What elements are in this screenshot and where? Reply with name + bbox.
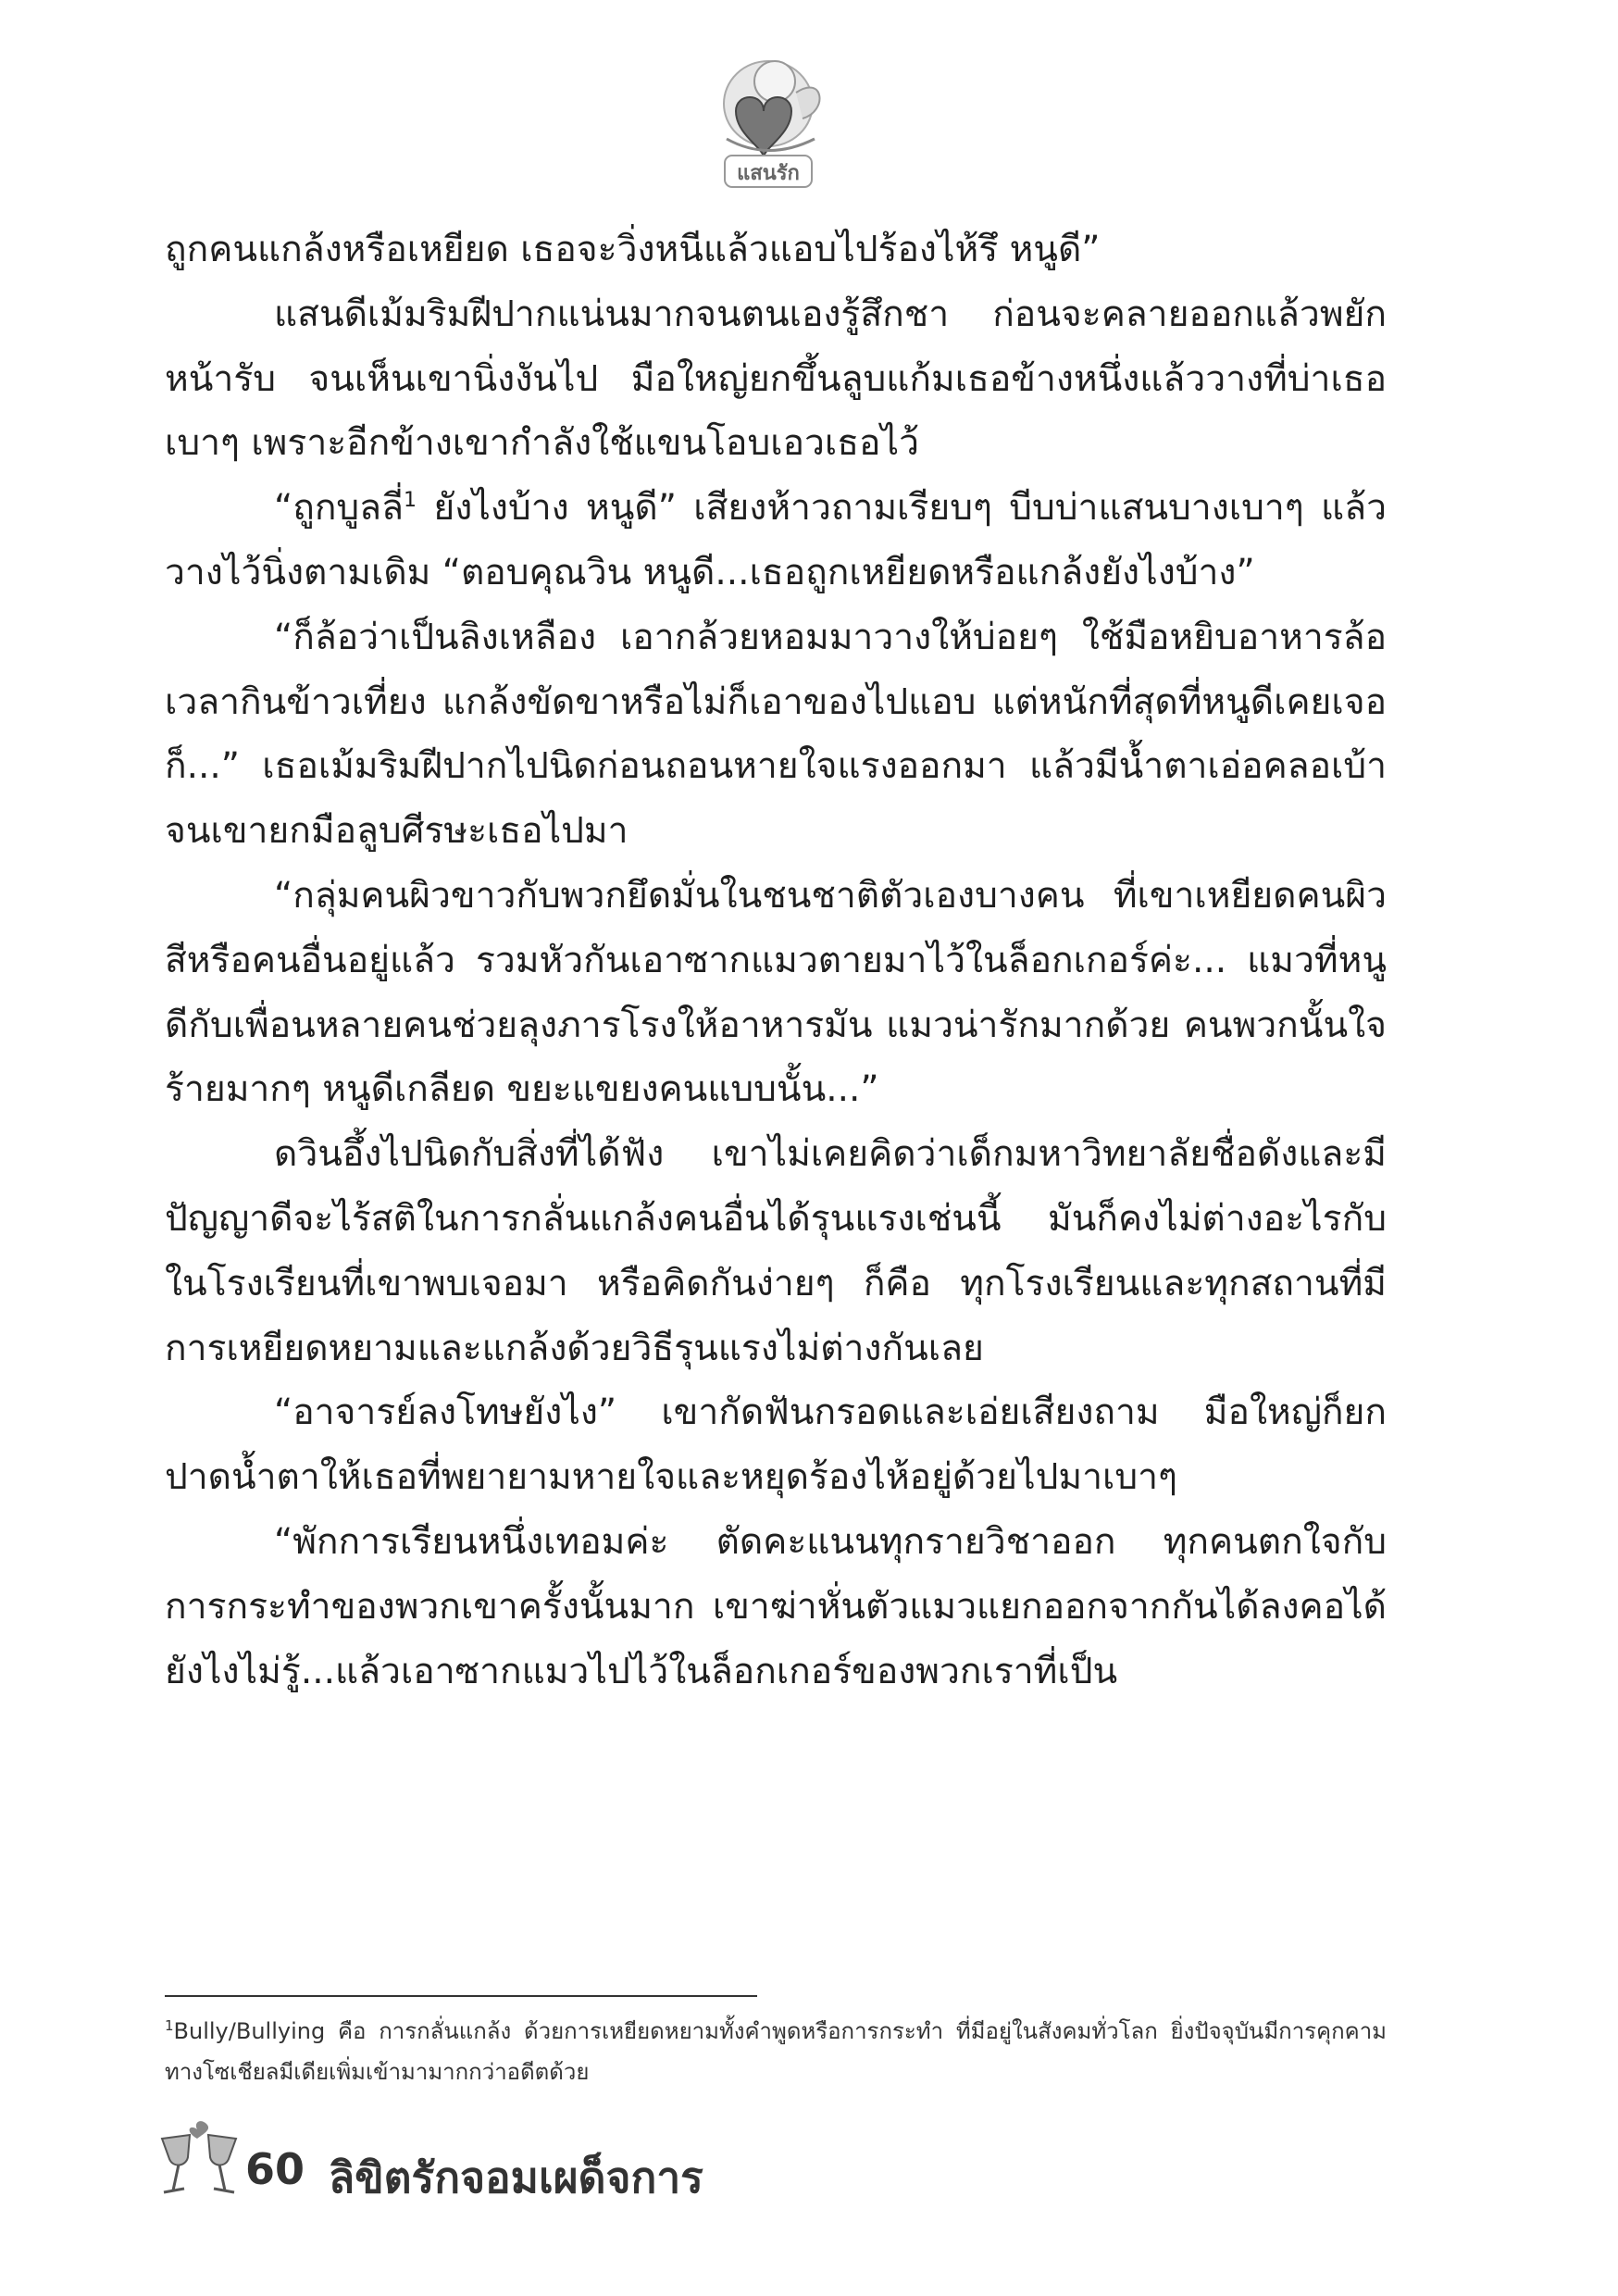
svg-text:แสนรัก: แสนรัก	[737, 162, 800, 185]
wine-glasses-icon	[153, 2118, 245, 2202]
bully-quote: “ถูกบูลลี่	[274, 487, 404, 530]
paragraph-6: ดวินอึ้งไปนิดกับสิ่งที่ได้ฟัง เขาไม่เคยคิดว่าเด็กมหาวิทยาลัยชื่อดังและมีปัญญาดีจะไร้สติในการกลั่นแกล้งคนอื่นได้รุนแรงเช่นนี้ มันก็คงไม่ต่างอะไรกับในโรงเรียนที่เขาพบเจอมา หรือคิดกันง่ายๆ ก็คือ ทุกโรงเรียนและทุกสถานที่มีการเหยียดหยามและแกล้งด้วยวิธีรุนแรงไม่ต่างกันเลย	[165, 1133, 1387, 1369]
paragraph-7: “อาจารย์ลงโทษยังไง” เขากัดฟันกรอดและเอ่ยเสียงถาม มือใหญ่ก็ยกปาดน้ำตาให้เธอที่พยายามหายใจและหยุดร้องไห้อยู่ด้วยไปมาเบาๆ	[165, 1391, 1387, 1499]
footnote-divider	[165, 1995, 757, 1997]
cupid-heart-icon	[699, 46, 838, 194]
body-text	[165, 218, 1387, 1703]
paragraph-3-text: ยังไงบ้าง หนูดี” เสียงห้าวถามเรียบๆ บีบบ่าแสนบางเบาๆ แล้ววางไว้นิ่งตามเดิม “ตอบคุณวิน หนูดี...เธอถูกเหยียดหรือแกล้งยังไงบ้าง”	[165, 487, 1387, 593]
footnote-number: 1	[165, 2017, 174, 2034]
paragraph-1: ถูกคนแกล้งหรือเหยียด เธอจะวิ่งหนีแล้วแอบไปร้องไห้รึ หนูดี”	[165, 229, 1101, 270]
publisher-logo	[699, 46, 838, 194]
book-title: ลิขิตรักจอมเผด็จการ	[329, 2152, 703, 2202]
paragraph-2: แสนดีเม้มริมฝีปากแน่นมากจนตนเองรู้สึกชา ก่อนจะคลายออกแล้วพยักหน้ารับ จนเห็นเขานิ่งงันไป มือใหญ่ยกขึ้นลูบแก้มเธอข้างหนึ่งแล้ววางที่บ่าเธอเบาๆ เพราะอีกข้างเขากำลังใช้แขนโอบเอวเธอไว้	[165, 293, 1387, 465]
paragraph-5: “กลุ่มคนผิวขาวกับพวกยึดมั่นในชนชาติตัวเองบางคน ที่เขาเหยียดคนผิวสีหรือคนอื่นอยู่แล้ว รวมหัวกันเอาซากแมวตายมาไว้ในล็อกเกอร์ค่ะ... แมวที่หนูดีกับเพื่อนหลายคนช่วยลุงภารโรงให้อาหารมัน แมวน่ารักมากด้วย คนพวกนั้นใจร้ายมากๆ หนูดีเกลียด ขยะแขยงคนแบบนั้น...”	[165, 874, 1387, 1111]
footnote-marker: 1	[404, 489, 417, 513]
paragraph-4: “ก็ล้อว่าเป็นลิงเหลือง เอากล้วยหอมมาวางให้บ่อยๆ ใช้มือหยิบอาหารล้อเวลากินข้าวเที่ยง แกล้งขัดขาหรือไม่ก็เอาของไปแอบ แต่หนักที่สุดที่หนูดีเคยเจอก็...” เธอเม้มริมฝีปากไปนิดก่อนถอนหายใจแรงออกมา แล้วมีน้ำตาเอ่อคลอเบ้าจนเขายกมือลูบศีรษะเธอไปมา	[165, 616, 1387, 853]
footnote-text: Bully/Bullying คือ การกลั่นแกล้ง ด้วยการเหยียดหยามทั้งคำพูดหรือการกระทำ ที่มีอยู่ในสังคมทั่วโลก ยิ่งปัจจุบันมีการคุกคามทางโซเชียลมีเดียเพิ่มเข้ามามากกว่าอดีตด้วย	[165, 2018, 1387, 2085]
footnote	[165, 2011, 1387, 2092]
paragraph-3	[165, 476, 1387, 605]
paragraph-8: “พักการเรียนหนึ่งเทอมค่ะ ตัดคะแนนทุกรายวิชาออก ทุกคนตกใจกับการกระทำของพวกเขาครั้งนั้นมาก เขาฆ่าหั่นตัวแมวแยกออกจากกันได้ลงคอได้ยังไงไม่รู้...แล้วเอาซากแมวไปไว้ในล็อกเกอร์ของพวกเราที่เป็น	[165, 1520, 1387, 1692]
page-number: 60	[245, 2144, 305, 2194]
